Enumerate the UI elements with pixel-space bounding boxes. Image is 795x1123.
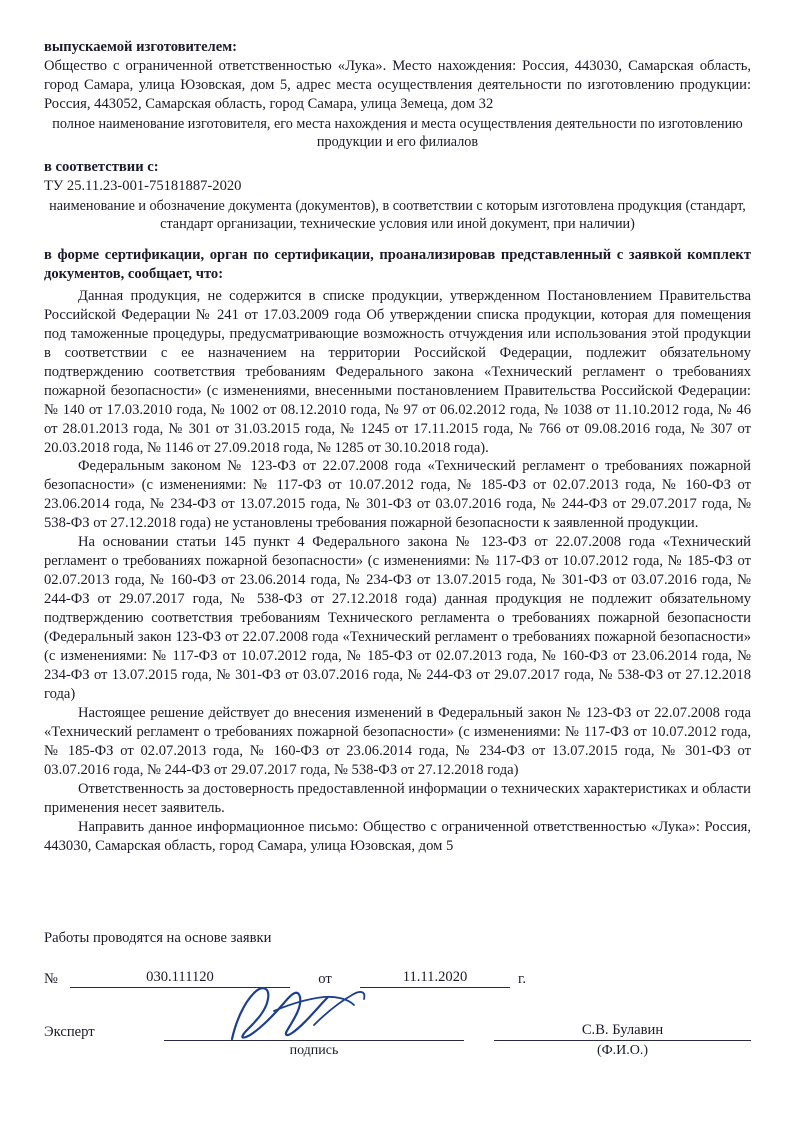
from-label: от (318, 971, 332, 987)
fio-value: С.В. Булавин (494, 1022, 751, 1041)
paragraph-5: Ответственность за достоверность предоставленной информации о технических характеристиках и области применения несет заявитель. (44, 780, 751, 816)
date-value: 11.11.2020 (360, 969, 510, 988)
certification-form-label: в форме сертификации, орган по сертификации, проанализировав представленный с заявкой комплект документов, сообщает, что: (44, 246, 751, 282)
paragraph-1: Данная продукция, не содержится в списке продукции, утвержденном Постановлением Правительства Российской Федерации № 241 от 17.03.2009 года Об утверждении списка продукции, которая для помещения под таможенные процедуры, предусматривающие возможность отчуждения или использования этой продукции в соответствии с ее назначением на территории Российской Федерации, подлежит обязательному подтверждению соответствия требованиям Федерального закона «Технический регламент о требованиях пожарной безопасности» (с изменениями, внесенными постановлением Правительства Российской Федерации: № 140 от 17.03.2010 года, № 1002 от 08.12.2010 года, № 97 от 06.02.2012 года, № 1038 от 11.10.2012 года, № 46 от 28.01.2013 года, № 301 от 31.03.2015 года, № 1245 от 17.11.2015 года, № 766 от 09.08.2016 года, № 307 от 20.03.2018 года, № 1146 от 27.09.2018 года, № 1285 от 30.10.2018 года). (44, 287, 751, 456)
document-footer (44, 930, 751, 1059)
works-basis-line: Работы проводятся на основе заявки (44, 930, 272, 946)
paragraph-2: Федеральным законом № 123-ФЗ от 22.07.2008 года «Технический регламент о требованиях пожарной безопасности» (с изменениями: № 117-ФЗ от 10.07.2012 года, № 185-ФЗ от 02.07.2013 года, № 160-ФЗ от 23.06.2014 года, № 234-ФЗ от 13.07.2015 года, № 301-ФЗ от 03.07.2016 года, № 244-ФЗ от 29.07.2017 года, № 538-ФЗ от 27.12.2018 года) не установлены требования пожарной безопасности к заявленной продукции. (44, 458, 751, 532)
header-issued-by: выпускаемой изготовителем: (44, 39, 238, 55)
expert-label: Эксперт (44, 1024, 95, 1040)
document-body (44, 38, 751, 856)
signature-captions-row (44, 1043, 751, 1059)
paragraph-3: На основании статьи 145 пункт 4 Федерального закона № 123-ФЗ от 22.07.2008 года «Технический регламент о требованиях пожарной безопасности» (с изменениями: № 117-ФЗ от 10.07.2012 года, № 185-ФЗ от 02.07.2013 года, № 160-ФЗ от 23.06.2014 года, № 234-ФЗ от 13.07.2015 года, № 301-ФЗ от 03.07.2016 года, № 244-ФЗ от 29.07.2017 года, № 538-ФЗ от 27.12.2018 года) данная продукция не подлежит обязательному подтверждению соответствия требованиям Технического регламента о требованиях пожарной безопасности (Федеральный закон 123-ФЗ от 22.07.2008 года «Технический регламент о требованиях пожарной безопасности» (с изменениями: № 117-ФЗ от 10.07.2012 года, № 185-ФЗ от 02.07.2013 года, № 160-ФЗ от 23.06.2014 года, № 234-ФЗ от 13.07.2015 года, № 301-ФЗ от 03.07.2016 года, № 244-ФЗ от 29.07.2017 года, № 538-ФЗ от 27.12.2018 года) (44, 534, 751, 703)
paragraph-6: Направить данное информационное письмо: Общество с ограниченной ответственностью «Лука»: Россия, 443030, Самарская область, город Самара, улица Юзовская, дом 5 (44, 818, 751, 854)
signature-row (44, 1022, 751, 1041)
in-accordance-label: в соответствии с: (44, 159, 159, 176)
signature-caption: подпись (289, 1043, 339, 1058)
signature-slot (164, 1024, 464, 1041)
manufacturer-details: Общество с ограниченной ответственностью «Лука». Место нахождения: Россия, 443030, Самарская область, город Самара, улица Юзовская, дом 5, адрес места осуществления деятельности по изготовлению продукции: Россия, 443052, Самарская область, город Самара, улица Земеца, дом 32 (44, 57, 751, 112)
application-number-row (44, 969, 751, 988)
paragraph-4: Настоящее решение действует до внесения изменений в Федеральный закон № 123-ФЗ от 22.07.2008 года «Технический регламент о требованиях пожарной безопасности» (с изменениями: № 117-ФЗ от 10.07.2012 года, № 185-ФЗ от 02.07.2013 года, № 160-ФЗ от 23.06.2014 года, № 234-ФЗ от 13.07.2015 года, № 301-ФЗ от 03.07.2016 года, № 244-ФЗ от 29.07.2017 года, № 538-ФЗ от 27.12.2018 года) (44, 705, 751, 778)
year-suffix: г. (518, 971, 526, 987)
document-code: ТУ 25.11.23-001-75181887-2020 (44, 178, 242, 195)
number-label: № (44, 971, 58, 987)
fio-caption: (Ф.И.О.) (596, 1043, 649, 1058)
number-value: 030.111120 (70, 969, 290, 988)
manufacturer-caption: полное наименование изготовителя, его места нахождения и места осуществления деятельности по изготовлению продукции и его филиалов (52, 115, 743, 150)
document-code-caption: наименование и обозначение документа (документов), в соответствии с которым изготовлена продукция (стандарт, стандарт организации, технические условия или иной документ, при наличии) (49, 198, 746, 233)
